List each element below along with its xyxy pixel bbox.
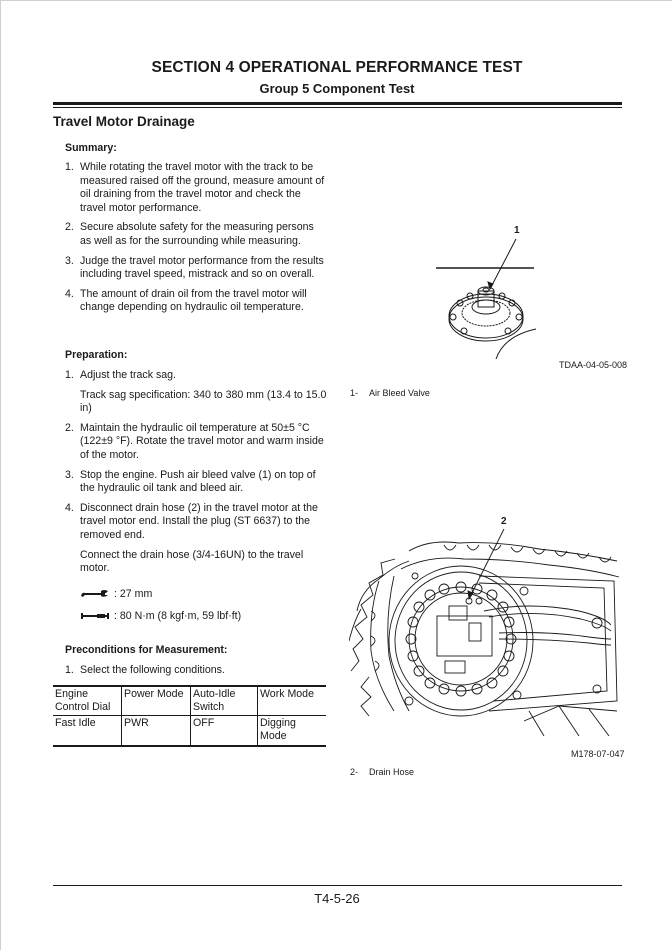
item-note: Connect the drain hose (3/4-16UN) to the travel motor. <box>80 548 304 575</box>
table-cell: PWR <box>122 716 191 747</box>
footer-rule <box>53 885 622 886</box>
preparation-item <box>65 369 327 416</box>
preconditions-list <box>65 664 327 684</box>
item-text: While rotating the travel motor with the track to be measured raised off the ground, measure amount of oil draining from the travel motor and check the travel motor performance. <box>80 161 325 214</box>
item-number: 2. <box>65 421 74 434</box>
item-text: Disconnect drain hose (2) in the travel motor at the travel motor end. Install the plug (ST 6637) to the removed end. <box>80 501 318 541</box>
legend-text: Air Bleed Valve <box>369 388 430 398</box>
summary-heading: Summary: <box>65 142 117 154</box>
header-rule-thick <box>53 102 622 105</box>
table-header-row <box>53 686 326 716</box>
item-text: Maintain the hydraulic oil temperature at 50±5 °C (122±9 °F). Rotate the travel motor and warm inside of the motor. <box>80 421 324 461</box>
summary-list <box>65 161 327 321</box>
item-number: 1. <box>65 664 74 676</box>
item-note: Track sag specification: 340 to 380 mm (13.4 to 15.0 in) <box>80 388 327 415</box>
table-header-cell: Power Mode <box>122 686 191 716</box>
preparation-item <box>65 422 327 463</box>
item-number: 1. <box>65 369 74 381</box>
preparation-heading: Preparation: <box>65 349 128 361</box>
legend-number: 1- <box>350 388 359 398</box>
wrench-spec <box>80 588 152 600</box>
wrench-icon <box>80 589 110 599</box>
summary-item <box>65 288 327 315</box>
air-bleed-valve-illustration <box>426 231 546 361</box>
torque-spec <box>80 610 241 622</box>
preparation-item <box>65 469 327 496</box>
preparation-list <box>65 369 327 582</box>
figure-id-1: TDAA-04-05-008 <box>559 360 628 370</box>
figure-callout-1: 1 <box>514 225 520 236</box>
table-cell: OFF <box>191 716 258 747</box>
item-number: 4. <box>65 287 74 300</box>
wrench-size: : 27 mm <box>114 588 153 600</box>
topic-title: Travel Motor Drainage <box>53 114 195 129</box>
item-number: 3. <box>65 254 74 267</box>
summary-item <box>65 161 327 215</box>
header-rule-thin <box>53 107 622 108</box>
item-text: Secure absolute safety for the measuring persons as well as for the surrounding while measuring. <box>80 221 314 247</box>
conditions-table <box>53 685 326 747</box>
torque-wrench-icon <box>80 611 110 621</box>
table-cell: Digging Mode <box>258 716 327 747</box>
figure-id-2: M178-07-047 <box>571 749 625 759</box>
summary-item <box>65 255 327 282</box>
legend-number: 2- <box>350 767 359 777</box>
torque-value: : 80 N·m (8 kgf·m, 59 lbf·ft) <box>114 610 242 622</box>
summary-item <box>65 221 327 248</box>
group-title: Group 5 Component Test <box>259 81 415 96</box>
item-number: 3. <box>65 468 74 481</box>
table-header-cell: Auto-Idle Switch <box>191 686 258 716</box>
page-number: T4-5-26 <box>314 891 360 906</box>
item-number: 4. <box>65 501 74 514</box>
legend-text: Drain Hose <box>369 767 415 777</box>
item-text: Select the following conditions. <box>80 664 225 676</box>
figure-legend-2 <box>350 767 414 777</box>
precondition-item <box>65 664 327 678</box>
table-header-cell: Work Mode <box>258 686 327 716</box>
item-text: Stop the engine. Push air bleed valve (1) on top of the hydraulic oil tank and bleed air. <box>80 468 316 495</box>
table-cell: Fast Idle <box>53 716 122 747</box>
preparation-item <box>65 502 327 576</box>
preconditions-heading: Preconditions for Measurement: <box>65 644 228 656</box>
item-number: 2. <box>65 221 74 234</box>
item-text: Judge the travel motor performance from the results including travel speed, mistrack and so on overall. <box>80 254 324 281</box>
table-header-cell: Engine Control Dial <box>53 686 122 716</box>
item-number: 1. <box>65 161 74 173</box>
figure-legend-1 <box>350 388 430 398</box>
item-text: Adjust the track sag. <box>80 369 176 381</box>
drain-hose-illustration <box>349 521 624 736</box>
section-title: SECTION 4 OPERATIONAL PERFORMANCE TEST <box>151 59 523 76</box>
table-row <box>53 716 326 747</box>
item-text: The amount of drain oil from the travel motor will change depending on hydraulic oil temperature. <box>80 287 307 314</box>
figure-callout-2: 2 <box>501 516 507 527</box>
